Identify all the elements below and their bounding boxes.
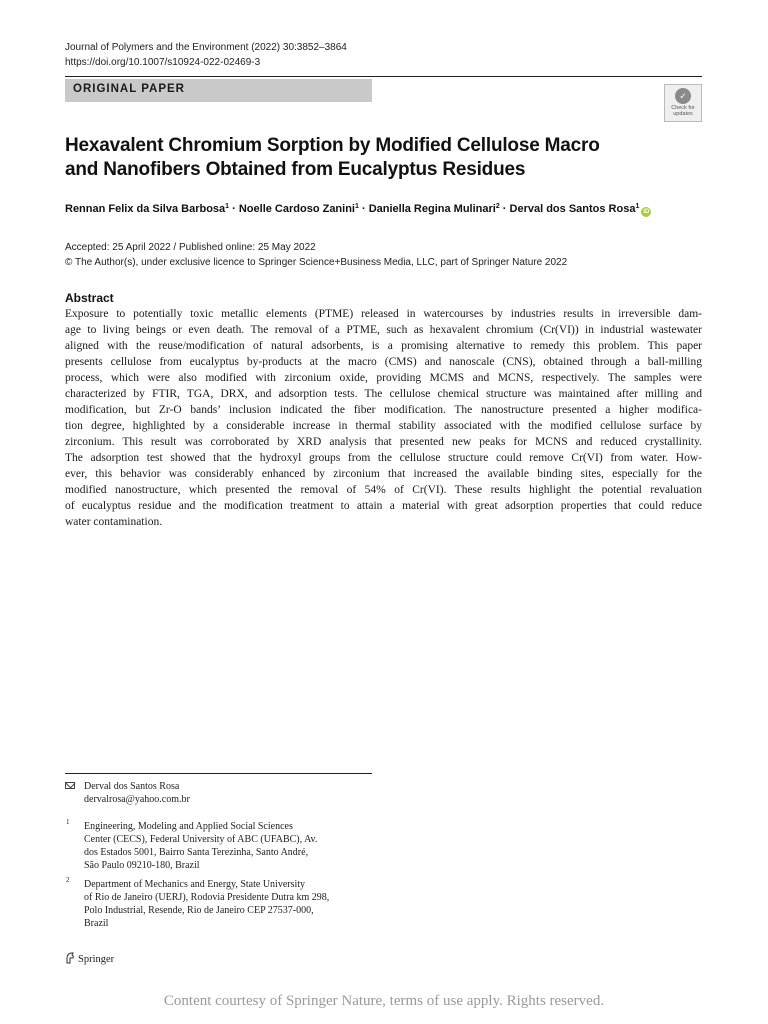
affiliation-line: Engineering, Modeling and Applied Social Sciences (84, 821, 293, 832)
affiliation-line: dos Estados 5001, Bairro Santa Terezinha, Santo André, (84, 847, 309, 858)
corresponding-email[interactable]: dervalrosa@yahoo.com.br (84, 794, 190, 805)
bookmark-icon: ✓ (675, 88, 691, 104)
abstract-line: zirconium. This result was corroborated by XRD analysis that presented new peaks for MCNS and reduced crystallinity. (65, 436, 702, 448)
publication-info (65, 240, 567, 270)
abstract-line: presents cellulose from eucalyptus by-products at the macro (CMS) and nanoscale (CNS), obtained through a ball-milling (65, 356, 702, 368)
check-badge-label: Check for updates (671, 105, 695, 117)
publisher-name: Springer (78, 954, 115, 965)
springer-horse-icon (65, 952, 75, 964)
abstract-line: The adsorption test showed that the hydroxyl groups from the cellulose structure could remove Cr(VI) from water. How- (65, 452, 702, 464)
corresponding-author (84, 780, 190, 806)
section-label: ORIGINAL PAPER (73, 83, 185, 95)
abstract-line: modified nanostructure, which presented the removal of 54% of Cr(VI). These results highlight the potential revaluation (65, 484, 702, 496)
affiliation-line: Brazil (84, 918, 109, 929)
abstract-line: aligned with the reuse/modification of natural adsorbents, is a promising alternative to remedy this problem. This paper (65, 340, 702, 352)
affiliation-mark: 1 (66, 818, 70, 826)
affiliation-line: Polo Industrial, Resende, Rio de Janeiro CEP 27537-000, (84, 905, 314, 916)
article-title (65, 134, 665, 182)
affiliation-line: of Rio de Janeiro (UERJ), Rodovia Presidente Dutra km 298, (84, 892, 330, 903)
author-separator: · (229, 203, 239, 215)
abstract-line: tion degree, highlighted by a considerable increase in thermal stability associated with the modified cellulose surface by (65, 420, 702, 432)
abstract-line: age to living beings or even death. The removal of a PTME, such as hexavalent chromium (Cr(VI)) in industrial wastewater (65, 324, 702, 336)
copyright-line: © The Author(s), under exclusive licence to Springer Science+Business Media, LLC, part of Springer Nature 2022 (65, 257, 568, 268)
affiliation-2 (84, 878, 329, 930)
author-name[interactable]: Rennan Felix da Silva Barbosa (65, 203, 226, 215)
journal-citation (65, 40, 347, 70)
envelope-icon (65, 782, 75, 789)
abstract-line: modification, but Zr-O bands’ inclusion indicated the fiber modification. The nanostructure presented a higher modifica- (65, 404, 702, 416)
affiliation-line: Department of Mechanics and Energy, State University (84, 879, 306, 890)
check-for-updates-badge[interactable] (664, 84, 702, 122)
abstract-line: process, which were also modified with zirconium oxide, providing MCMS and MCNS, respectively. The samples were (65, 372, 702, 384)
courtesy-notice: Content courtesy of Springer Nature, terms of use apply. Rights reserved. (163, 993, 605, 1009)
abstract-line: characterized by FTIR, TGA, DRX, and adsorption tests. The cellulose chemical structure was maintained after milling and (65, 388, 702, 400)
author-name[interactable]: Noelle Cardoso Zanini (238, 203, 355, 215)
author-affiliation-mark: 1 (635, 203, 640, 210)
journal-line: Journal of Polymers and the Environment (2022) 30:3852–3864 (65, 42, 347, 53)
affiliation-line: São Paulo 09210-180, Brazil (84, 860, 200, 871)
footnote-rule (65, 773, 372, 774)
abstract-heading: Abstract (65, 291, 114, 305)
author-separator: · (499, 203, 510, 215)
header-rule (65, 76, 702, 77)
author-list (65, 203, 651, 217)
abstract-line: ever, this behavior was considerably enhanced by zirconium that increased the available binding sites, especially for the (65, 468, 702, 480)
author-affiliation-mark: 1 (355, 203, 359, 210)
orcid-icon[interactable]: iD (643, 209, 650, 215)
author-name[interactable]: Derval dos Santos Rosa (509, 203, 636, 215)
abstract-body (65, 306, 702, 530)
author-affiliation-mark: 1 (225, 203, 230, 210)
doi-link[interactable]: https://doi.org/10.1007/s10924-022-02469-3 (65, 57, 261, 68)
title-line-2: and Nanofibers Obtained from Eucalyptus Residues (65, 159, 526, 180)
affiliation-line: Center (CECS), Federal University of ABC (UFABC), Av. (84, 834, 318, 845)
author-separator: · (358, 203, 369, 215)
affiliation-1 (84, 820, 317, 872)
abstract-line: Exposure to potentially toxic metallic elements (PTME) released in watercourses by industries results in irreversible dam- (65, 308, 702, 320)
corresponding-name: Derval dos Santos Rosa (84, 781, 180, 792)
publisher-mark (65, 952, 114, 965)
abstract-line: of eucalyptus residue and the modification treatment to attain a material with great adsorption properties that could reduce (65, 500, 702, 512)
title-line-1: Hexavalent Chromium Sorption by Modified Cellulose Macro (65, 135, 600, 156)
abstract-line: water contamination. (65, 516, 163, 528)
publication-dates: Accepted: 25 April 2022 / Published online: 25 May 2022 (65, 242, 316, 253)
author-name[interactable]: Daniella Regina Mulinari (368, 203, 496, 215)
author-affiliation-mark: 2 (495, 203, 500, 210)
affiliation-mark: 2 (66, 876, 70, 884)
